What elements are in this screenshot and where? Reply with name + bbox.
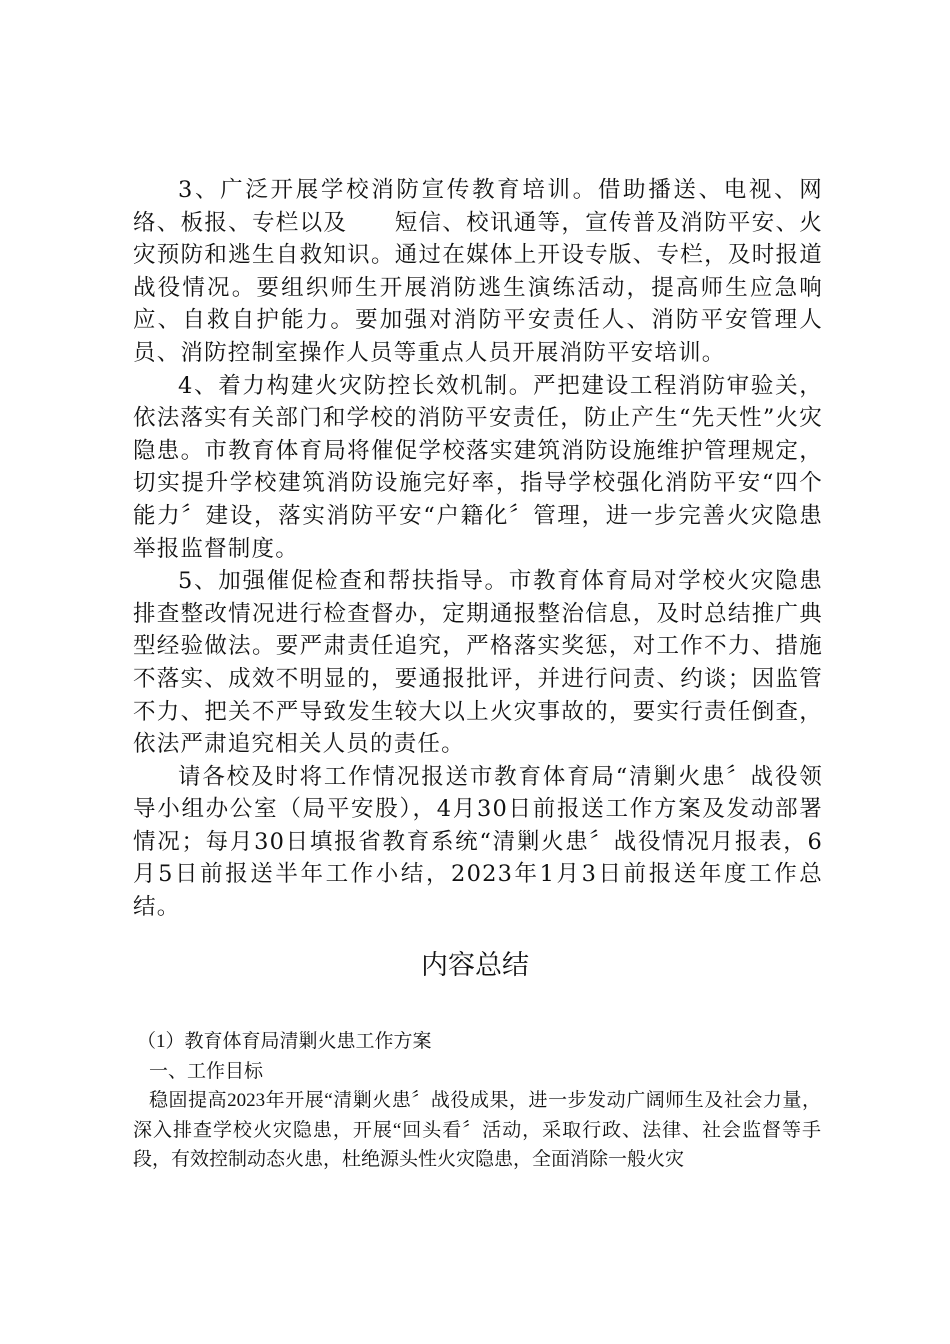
- body-paragraph-3: 3、广泛开展学校消防宣传教育培训。借助播送、电视、网络、板报、专栏以及 短信、校讯通等，宣传普及消防平安、火灾预防和逃生自救知识。通过在媒体上开设专版、专栏，及时报道战役情况。要组织师生开展消防逃生演练活动，提高师生应急响应、自救自护能力。要加强对消防平安责任人、消防平安管理人员、消防控制室操作人员等重点人员开展消防平安培训。: [133, 177, 823, 366]
- document-body: [133, 174, 823, 924]
- summary-heading: 内容总结: [421, 950, 529, 981]
- body-paragraph-reporting: 请各校及时将工作情况报送市教育体育局“清剿火患〞战役领导小组办公室（局平安股），4月30日前报送工作方案及发动部署情况；每月30日填报省教育系统“清剿火患〞战役情况月报表，6月5日前报送半年工作小结，2023年1月3日前报送年度工作总结。: [133, 763, 823, 921]
- summary-paragraph: 稳固提高2023年开展“清剿火患〞战役成果，进一步发动广阔师生及社会力量，深入排查学校火灾隐患，开展“回头看〞活动，采取行政、法律、社会监督等手段，有效控制动态火患，杜绝源头性火灾隐患，全面消除一般火灾: [133, 1090, 821, 1170]
- summary-item-title: （1）教育体育局清剿火患工作方案: [137, 1031, 432, 1052]
- body-paragraph-4: 4、着力构建火灾防控长效机制。严把建设工程消防审验关，依法落实有关部门和学校的消防平安责任，防止产生“先天性”火灾隐患。市教育体育局将催促学校落实建筑消防设施维护管理规定，切实提升学校建筑消防设施完好率，指导学校强化消防平安“四个能力〞建设，落实消防平安“户籍化〞管理，进一步完善火灾隐患举报监督制度。: [133, 372, 823, 562]
- summary-section: [133, 1027, 821, 1175]
- summary-section-title: 一、工作目标: [149, 1060, 264, 1082]
- body-paragraph-5: 5、加强催促检查和帮扶指导。市教育体育局对学校火灾隐患排查整改情况进行检查督办，定期通报整治信息，及时总结推广典型经验做法。要严肃责任追究，严格落实奖惩，对工作不力、措施不落实、成效不明显的，要通报批评，并进行问责、约谈；因监管不力、把关不严导致发生较大以上火灾事故的，要实行责任倒查，依法严肃追究相关人员的责任。: [133, 568, 823, 758]
